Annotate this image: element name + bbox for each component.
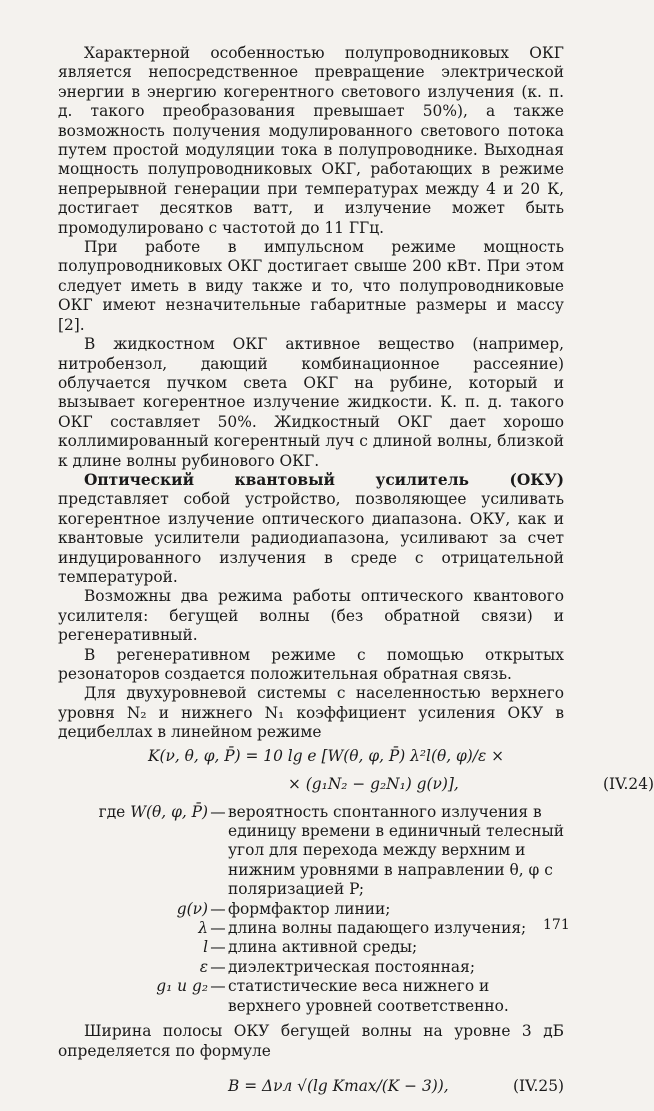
definition-item: g₁ и g₂ — статистические веса нижнего и верхнего уровней соответственно. xyxy=(58,977,564,1016)
equation-iv25 xyxy=(58,1067,564,1111)
equation-iv25-number: (IV.25) xyxy=(513,1076,564,1095)
definition-symbol: ε xyxy=(199,957,208,976)
paragraph-pulse-mode: При работе в импульсном режиме мощность полупроводниковых ОКГ достигает свыше 200 кВт. При этом следует иметь в виду также и то, что полупроводниковые ОКГ имеют незначительные габаритные размеры и массу [2]. xyxy=(58,238,564,334)
definition-item: где W(θ, φ, P̄) — вероятность спонтанного излучения в единицу времени в единичный телесный угол для перехода между верхним и нижним уровнями в направлении θ, φ с поляризацией P; xyxy=(58,803,564,900)
equation-iv24-line2: × (g₁N₂ − g₂N₁) g(ν)], xyxy=(288,774,459,793)
definition-text: статистические веса нижнего и верхнего уровней соответственно. xyxy=(228,977,509,1015)
equation-iv24-line1: K(ν, θ, φ, P̄) = 10 lg e [W(θ, φ, P̄) λ²l(θ, φ)/ε × xyxy=(148,746,505,765)
definition-symbol: где W(θ, φ, P̄) xyxy=(98,802,208,821)
equation-iv25-formula: B = Δνл √(lg Kmax/(K − 3)), xyxy=(228,1076,449,1095)
paragraph-modes: Возможны два режима работы оптического квантового усилителя: бегущей волны (без обратной связи) и регенеративный. xyxy=(58,587,564,645)
oku-definition: представляет собой устройство, позволяющее усиливать когерентное излучение оптического диапазона. ОКУ, как и квантовые усилители радиодиапазона, усиливают за счет индуцированного излучения в среде с отрицательной температурой. xyxy=(58,490,564,586)
definition-text: вероятность спонтанного излучения в единицу времени в единичный телесный угол для перехода между верхним и нижним уровнями в направлении θ, φ с поляризацией P; xyxy=(228,802,564,899)
definition-text: диэлектрическая постоянная; xyxy=(228,957,476,976)
definitions-list xyxy=(58,803,564,1016)
paragraph-bandwidth: Ширина полосы ОКУ бегущей волны на уровне 3 дБ определяется по формуле xyxy=(58,1022,564,1060)
definition-text: длина волны падающего излучения; xyxy=(228,919,527,938)
equation-iv24 xyxy=(148,743,654,795)
definition-symbol: l xyxy=(203,938,208,957)
definition-item: ε — диэлектрическая постоянная; xyxy=(58,958,564,977)
definition-text: длина активной среды; xyxy=(228,938,418,957)
paragraph-semiconductor: Характерной особенностью полупроводниковых ОКГ является непосредственное превращение электрической энергии в энергию когерентного светового излучения (к. п. д. такого преобразования превышает 50%), а также возможность получения модулированного светового потока путем простой модуляции тока в полупроводнике. Выходная мощность полупроводниковых ОКГ, работающих в режиме непрерывной генерации при температурах между 4 и 20 К, достигает десятков ватт, и излучение может быть промодулировано с частотой до 11 ГГц. xyxy=(58,44,564,237)
paragraph-regenerative: В регенеративном режиме с помощью открытых резонаторов создается положительная обратная связь. xyxy=(58,645,564,683)
definition-symbol: λ xyxy=(198,919,208,938)
paragraph-oku xyxy=(58,471,564,587)
equation-iv24-number: (IV.24) xyxy=(603,774,654,793)
definition-symbol: g₁ и g₂ xyxy=(156,977,208,996)
paragraph-liquid-laser: В жидкостном ОКГ активное вещество (например, нитробензол, дающий комбинационное рассеяние) облучается пучком света ОКГ на рубине, который и вызывает когерентное излучение жидкости. К. п. д. такого ОКГ составляет 50%. Жидкостный ОКГ дает хорошо коллимированный когерентный луч с длиной волны, близкой к длине волны рубинового ОКГ. xyxy=(58,335,564,470)
definition-text: формфактор линии; xyxy=(228,899,391,918)
definition-item: g(ν) — формфактор линии; xyxy=(58,900,564,919)
page-body xyxy=(58,44,654,1111)
paragraph-two-level: Для двухуровневой системы с населенностью верхнего уровня N₂ и нижнего N₁ коэффициент усиления ОКУ в децибеллах в линейном режиме xyxy=(58,684,564,742)
definition-symbol: g(ν) xyxy=(176,899,208,918)
definition-item: λ — длина волны падающего излучения; xyxy=(58,919,564,938)
definition-item: l — длина активной среды; xyxy=(58,938,564,957)
page-number: 171 xyxy=(543,917,570,933)
term-oku: Оптический квантовый усилитель (ОКУ) xyxy=(84,470,564,489)
